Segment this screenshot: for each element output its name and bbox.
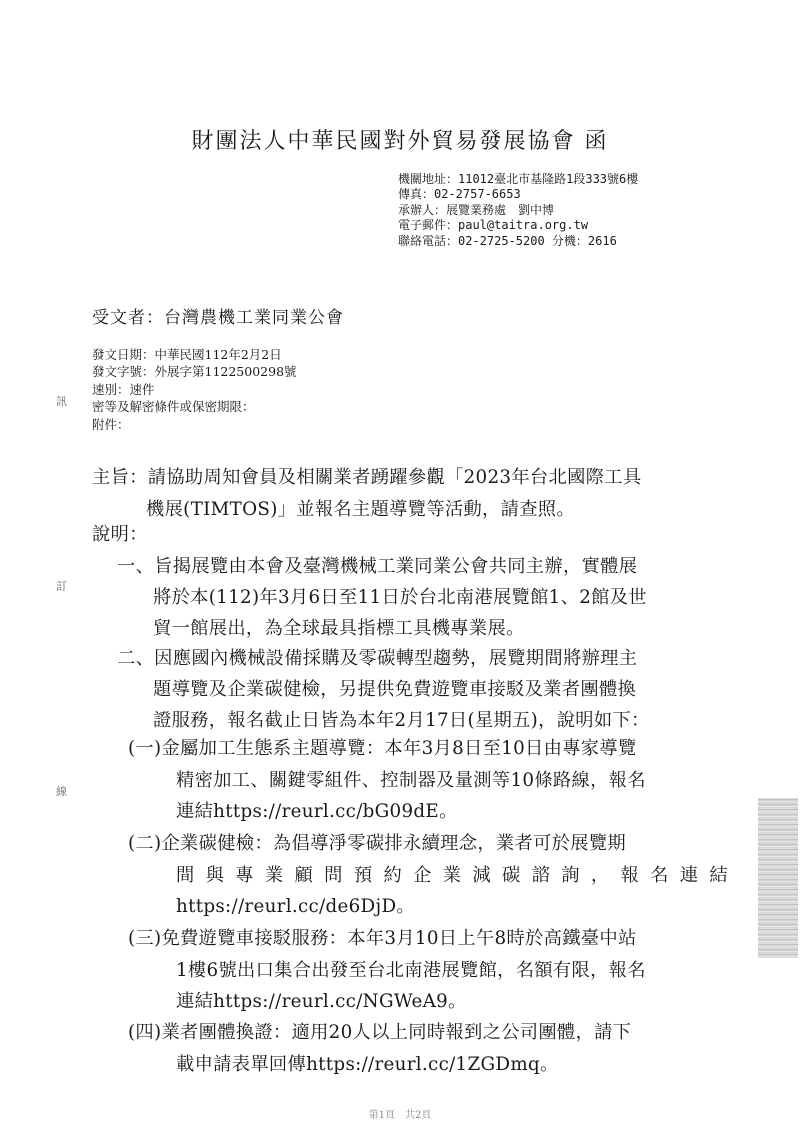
binding-mark-3: 線 xyxy=(56,785,67,798)
item-line: 二、因應國內機械設備採購及零碳轉型趨勢，展覽期間將辦理主 xyxy=(117,648,638,669)
description-item-2 xyxy=(117,643,650,736)
contact-phone: 聯絡電話：02-2725-5200 分機：2616 xyxy=(398,234,617,248)
item-line: 證服務，報名截止日皆為本年2月17日(星期五)，說明如下： xyxy=(153,710,650,731)
sub-item-line: 精密加工、關鍵零組件、控制器及量測等10條路線，報名 xyxy=(176,769,646,791)
binding-mark-2: 訂 xyxy=(56,580,67,593)
page-footer: 第1頁 共2頁 xyxy=(368,1110,432,1121)
sub-item-line: 載申請表單回傳https://reurl.cc/1ZGDmq。 xyxy=(176,1053,559,1075)
description-item-1 xyxy=(117,551,647,644)
item-line: 一、旨揭展覽由本會及臺灣機械工業同業公會共同主辦，實體展 xyxy=(117,556,638,577)
binding-mark-1: 訊 xyxy=(56,395,67,408)
sub-item-line: 連結https://reurl.cc/NGWeA9。 xyxy=(176,991,467,1012)
sub-item-4 xyxy=(128,1017,631,1080)
confidentiality: 密等及解密條件或保密期限： xyxy=(92,399,255,415)
document-title: 財團法人中華民國對外貿易發展協會 函 xyxy=(191,129,609,154)
sub-item-1 xyxy=(128,733,646,828)
sub-item-line: 連結https://reurl.cc/bG09dE。 xyxy=(176,801,458,822)
scanned-stamp-edge xyxy=(758,798,798,958)
sub-item-2 xyxy=(128,828,728,923)
contact-email: 電子郵件：paul@taitra.org.tw xyxy=(398,218,589,232)
issue-date: 發文日期：中華民國112年2月2日 xyxy=(92,347,282,362)
subject-line-1: 主旨：請協助周知會員及相關業者踴躍參觀「2023年台北國際工具 xyxy=(92,467,642,488)
sub-item-line: (二)企業碳健檢：為倡導淨零碳排永續理念，業者可於展覽期 xyxy=(128,833,626,854)
document-meta xyxy=(92,346,297,433)
contact-address: 機關地址：11012臺北市基隆路1段333號6樓 xyxy=(398,172,639,186)
description-label: 說明： xyxy=(92,524,148,545)
subject-line-2: 機展(TIMTOS)」並報名主題導覽等活動，請查照。 xyxy=(146,499,575,520)
sub-item-3 xyxy=(128,923,646,1018)
sub-item-line: (三)免費遊覽車接駁服務：本年3月10日上午8時於高鐵臺中站 xyxy=(128,928,637,949)
item-line: 將於本(112)年3月6日至11日於台北南港展覽館1、2館及世 xyxy=(153,587,647,608)
subject xyxy=(92,462,641,526)
sub-item-line: 間與專業顧問預約企業減碳諮詢，報名連結 xyxy=(176,864,728,886)
item-line: 貿一館展出，為全球最具指標工具機專業展。 xyxy=(153,618,525,639)
contact-fax: 傳真：02-2757-6653 xyxy=(398,187,521,201)
sub-item-line: 1樓6號出口集合出發至台北南港展覽館，名額有限，報名 xyxy=(176,959,646,981)
issue-number: 發文字號：外展字第1122500298號 xyxy=(92,364,297,380)
item-line: 題導覽及企業碳健檢，另提供免費遊覽車接駁及業者團體換 xyxy=(153,679,637,700)
sub-item-line: (四)業者團體換證：適用20人以上同時報到之公司團體，請下 xyxy=(128,1022,632,1043)
recipient: 受文者：台灣農機工業同業公會 xyxy=(92,308,344,328)
sub-item-line: https://reurl.cc/de6DjD。 xyxy=(176,896,416,917)
sub-item-line: (一)金屬加工生態系主題導覽：本年3月8日至10日由專家導覽 xyxy=(128,738,637,759)
attachments: 附件： xyxy=(92,416,130,432)
urgency: 速別：速件 xyxy=(92,381,155,397)
contact-handler: 承辦人：展覽業務處 劉中博 xyxy=(398,203,555,217)
